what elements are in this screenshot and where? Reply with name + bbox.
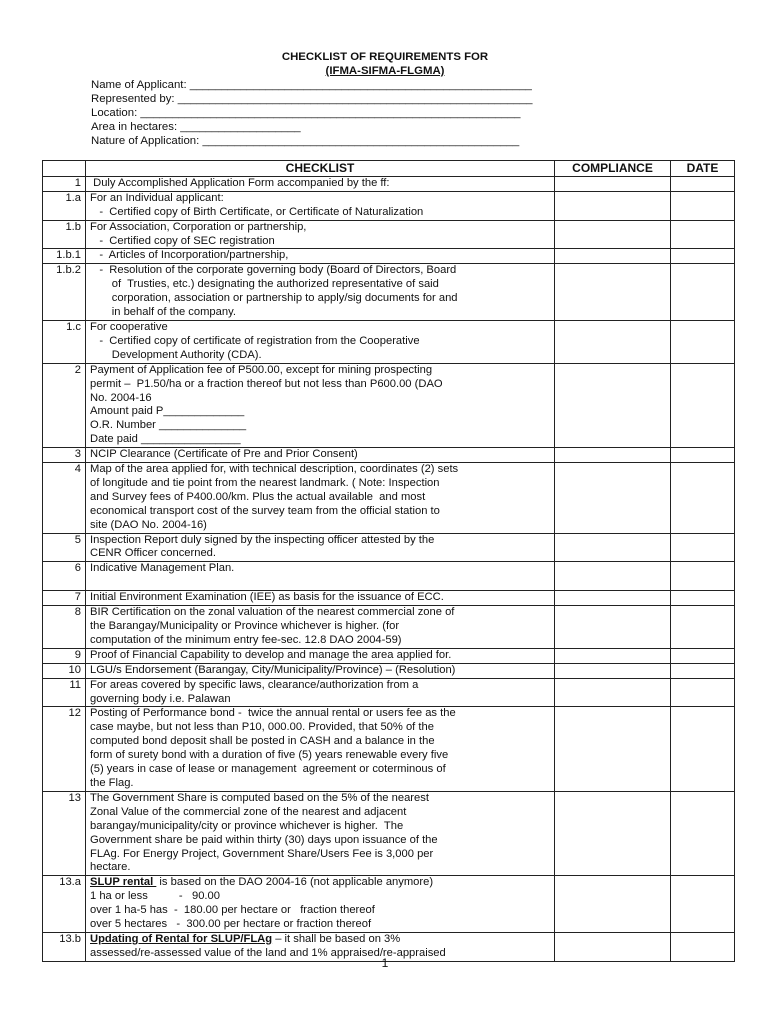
item-line: Proof of Financial Capability to develop and manage the area applied for. [90, 648, 452, 661]
item-description [86, 678, 555, 707]
item-line: NCIP Clearance (Certificate of Pre and Prior Consent) [90, 448, 358, 461]
item-number: 2 [43, 363, 86, 447]
date-cell[interactable] [671, 320, 735, 363]
item-line: case maybe, but not less than P10, 000.00. Provided, that 50% of the [90, 721, 434, 734]
item-line: the Barangay/Municipality or Province whichever is higher. (for [90, 620, 400, 632]
date-cell[interactable] [671, 220, 735, 249]
field-nature-of-application: Nature of Application: __________________________________________________ [91, 135, 520, 147]
date-cell[interactable] [671, 176, 735, 191]
table-row [43, 663, 735, 678]
date-cell[interactable] [671, 606, 735, 649]
compliance-cell[interactable] [555, 448, 671, 463]
compliance-cell[interactable] [555, 591, 671, 606]
item-line: form of surety bond with a duration of five (5) years renewable every five [90, 749, 449, 762]
date-cell[interactable] [671, 562, 735, 591]
item-number: 3 [43, 448, 86, 463]
item-line: FLAg. For Energy Project, Government Share/Users Fee is 3,000 per [90, 847, 434, 860]
header-compliance: COMPLIANCE [555, 161, 671, 177]
item-line: Map of the area applied for, with technical description, coordinates (2) sets [90, 463, 459, 476]
table-row [43, 220, 735, 249]
table-row [43, 791, 735, 875]
item-line: Posting of Performance bond - twice the annual rental or users fee as the [90, 707, 456, 720]
item-line: Inspection Report duly signed by the inspecting officer attested by the [90, 533, 435, 546]
item-line: economical transport cost of the survey team from the official station to [90, 504, 440, 517]
item-line [90, 576, 550, 590]
item-line [90, 933, 550, 947]
field-area-in-hectares: Area in hectares: ___________________ [91, 121, 301, 133]
item-line: hectare. [90, 861, 131, 874]
item-number: 7 [43, 591, 86, 606]
item-number: 12 [43, 707, 86, 791]
item-line: Duly Accomplished Application Form accompanied by the ff: [90, 176, 390, 189]
item-description [86, 191, 555, 220]
item-number: 8 [43, 606, 86, 649]
item-description [86, 876, 555, 933]
compliance-cell[interactable] [555, 320, 671, 363]
item-description [86, 463, 555, 534]
page-number: 1 [381, 956, 389, 970]
date-cell[interactable] [671, 191, 735, 220]
item-line: assessed/re-assessed value of the land and 1% appraised/re-appraised [90, 946, 446, 959]
item-line: the Flag. [90, 776, 134, 789]
item-number: 13.a [43, 876, 86, 933]
item-description [86, 648, 555, 663]
item-line: Amount paid P_____________ [90, 405, 245, 418]
item-line: For cooperative [90, 320, 168, 333]
table-row [43, 533, 735, 562]
item-rest-text: – it shall be based on 3% [272, 932, 401, 945]
compliance-cell[interactable] [555, 249, 671, 264]
compliance-cell[interactable] [555, 606, 671, 649]
applicant-fields [91, 78, 631, 148]
item-description [86, 363, 555, 447]
table-row [43, 707, 735, 791]
date-cell[interactable] [671, 249, 735, 264]
field-represented-by: Represented by: ________________________________________________________ [91, 93, 533, 105]
item-number: 5 [43, 533, 86, 562]
item-line: permit – P1.50/ha or a fraction thereof but not less than P600.00 (DAO [90, 377, 443, 390]
compliance-cell[interactable] [555, 220, 671, 249]
table-row [43, 249, 735, 264]
document-subtitle: (IFMA-SIFMA-FLGMA) [325, 65, 445, 77]
item-line: Development Authority (CDA). [90, 348, 262, 361]
table-row [43, 320, 735, 363]
item-number: 10 [43, 663, 86, 678]
document-title: CHECKLIST OF REQUIREMENTS FOR [281, 51, 489, 63]
item-line: Date paid ________________ [90, 433, 241, 446]
item-description [86, 220, 555, 249]
compliance-cell[interactable] [555, 707, 671, 791]
item-line: - Resolution of the corporate governing body (Board of Directors, Board [90, 264, 457, 277]
compliance-cell[interactable] [555, 176, 671, 191]
item-line: - Certified copy of SEC registration [90, 234, 275, 247]
item-line: O.R. Number ______________ [90, 419, 247, 432]
document-header [0, 50, 770, 78]
date-cell[interactable] [671, 678, 735, 707]
date-cell[interactable] [671, 591, 735, 606]
item-number: 9 [43, 648, 86, 663]
item-line: CENR Officer concerned. [90, 547, 217, 560]
compliance-cell[interactable] [555, 533, 671, 562]
item-number: 1.a [43, 191, 86, 220]
item-line: (5) years in case of lease or management agreement or coterminous of [90, 763, 446, 776]
date-cell[interactable] [671, 876, 735, 933]
item-line: For Association, Corporation or partnership, [90, 220, 307, 233]
item-description [86, 264, 555, 321]
item-number: 6 [43, 562, 86, 591]
header-checklist: CHECKLIST [86, 161, 555, 177]
item-line: For an Individual applicant: [90, 191, 224, 204]
item-line: Government share be paid within thirty (30) days upon issuance of the [90, 833, 438, 846]
item-line: Zonal Value of the commercial zone of the nearest and adjacent [90, 805, 407, 818]
table-header-row [43, 161, 735, 177]
header-date: DATE [671, 161, 735, 177]
item-number: 1.b.1 [43, 249, 86, 264]
item-number: 1.b [43, 220, 86, 249]
compliance-cell[interactable] [555, 876, 671, 933]
compliance-cell[interactable] [555, 791, 671, 875]
item-description [86, 533, 555, 562]
compliance-cell[interactable] [555, 363, 671, 447]
item-line: site (DAO No. 2004-16) [90, 518, 207, 531]
table-row [43, 191, 735, 220]
item-line: Indicative Management Plan. [90, 562, 235, 575]
item-line: - Certified copy of certificate of registration from the Cooperative [90, 334, 420, 347]
item-line: computed bond deposit shall be posted in CASH and a balance in the [90, 735, 435, 748]
date-cell[interactable] [671, 707, 735, 791]
date-cell[interactable] [671, 264, 735, 321]
item-line: governing body i.e. Palawan [90, 692, 231, 705]
item-number: 1 [43, 176, 86, 191]
compliance-cell[interactable] [555, 191, 671, 220]
item-line: computation of the minimum entry fee-sec. 12.8 DAO 2004-59) [90, 633, 402, 646]
date-cell[interactable] [671, 463, 735, 534]
item-description [86, 249, 555, 264]
table-row [43, 648, 735, 663]
item-line: Initial Environment Examination (IEE) as basis for the issuance of ECC. [90, 591, 444, 604]
item-description [86, 448, 555, 463]
checklist-table [42, 160, 735, 962]
item-description [86, 606, 555, 649]
checklist-rows [43, 176, 735, 961]
compliance-cell[interactable] [555, 663, 671, 678]
item-number: 13 [43, 791, 86, 875]
compliance-cell[interactable] [555, 562, 671, 591]
header-number [43, 161, 86, 177]
item-line: Payment of Application fee of P500.00, except for mining prospecting [90, 363, 433, 376]
item-description [86, 176, 555, 191]
item-lead-text: SLUP rental [90, 876, 157, 889]
item-line: LGU/s Endorsement (Barangay, City/Municipality/Province) – (Resolution) [90, 663, 456, 676]
date-cell[interactable] [671, 533, 735, 562]
table-row [43, 606, 735, 649]
table-row [43, 363, 735, 447]
item-line: over 1 ha-5 has - 180.00 per hectare or fraction thereof [90, 904, 375, 917]
item-number: 11 [43, 678, 86, 707]
item-number: 13.b [43, 932, 86, 961]
item-number: 1.c [43, 320, 86, 363]
item-lead-text: Updating of Rental for SLUP/FLAg [90, 932, 273, 945]
item-line: over 5 hectares - 300.00 per hectare or fraction thereof [90, 918, 372, 931]
compliance-cell[interactable] [555, 678, 671, 707]
item-line [90, 876, 550, 890]
field-location: Location: ____________________________________________________________ [91, 107, 521, 119]
table-row [43, 562, 735, 591]
item-description [86, 562, 555, 591]
item-description [86, 791, 555, 875]
table-row [43, 678, 735, 707]
item-line: in behalf of the company. [90, 306, 236, 319]
item-line: The Government Share is computed based on the 5% of the nearest [90, 791, 429, 804]
item-description [86, 320, 555, 363]
item-rest-text: is based on the DAO 2004-16 (not applicable anymore) [156, 876, 434, 889]
item-line: barangay/municipality/city or province whichever is higher. The [90, 819, 404, 832]
table-row [43, 876, 735, 933]
item-line: and Survey fees of P400.00/km. Plus the actual available and most [90, 490, 426, 503]
table-row [43, 463, 735, 534]
date-cell[interactable] [671, 791, 735, 875]
date-cell[interactable] [671, 648, 735, 663]
table-row [43, 176, 735, 191]
compliance-cell[interactable] [555, 463, 671, 534]
compliance-cell[interactable] [555, 264, 671, 321]
item-line: For areas covered by specific laws, clearance/authorization from a [90, 678, 419, 691]
item-line: 1 ha or less - 90.00 [90, 890, 220, 903]
item-line: of longitude and tie point from the nearest landmark. ( Note: Inspection [90, 476, 440, 489]
item-line: - Certified copy of Birth Certificate, or Certificate of Naturalization [90, 205, 424, 218]
compliance-cell[interactable] [555, 648, 671, 663]
item-line: BIR Certification on the zonal valuation of the nearest commercial zone of [90, 606, 455, 619]
item-description [86, 707, 555, 791]
date-cell[interactable] [671, 448, 735, 463]
item-line: of Trusties, etc.) designating the authorized representative of said [90, 278, 439, 291]
item-description [86, 663, 555, 678]
item-line: - Articles of Incorporation/partnership, [90, 249, 289, 262]
date-cell[interactable] [671, 363, 735, 447]
table-row [43, 448, 735, 463]
item-line: No. 2004-16 [90, 391, 152, 404]
table-row [43, 264, 735, 321]
item-number: 1.b.2 [43, 264, 86, 321]
item-description [86, 591, 555, 606]
table-row [43, 591, 735, 606]
field-name-of-applicant: Name of Applicant: ______________________________________________________ [91, 79, 532, 91]
item-line: corporation, association or partnership to apply/sig documents for and [90, 292, 458, 305]
date-cell[interactable] [671, 663, 735, 678]
item-number: 4 [43, 463, 86, 534]
